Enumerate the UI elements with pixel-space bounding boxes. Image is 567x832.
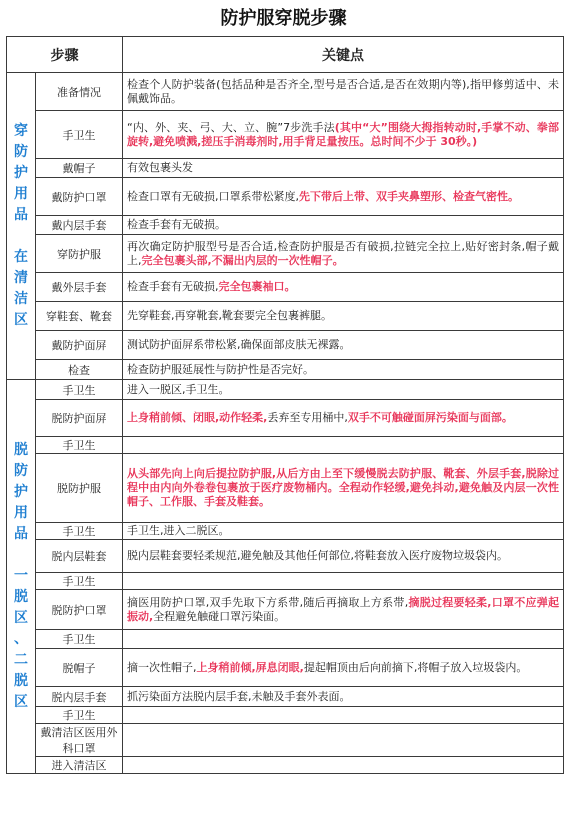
table-row xyxy=(7,573,564,590)
table-row xyxy=(7,540,564,573)
step-name: 穿鞋套、靴套 xyxy=(36,302,123,331)
key-point xyxy=(123,454,564,523)
table-row xyxy=(7,380,564,400)
key-point xyxy=(123,649,564,687)
header-step: 步骤 xyxy=(7,37,123,73)
key-point-highlight: 上身稍前倾,屏息闭眼, xyxy=(196,660,304,674)
section-label-char: 护 xyxy=(14,165,28,181)
step-name: 手卫生 xyxy=(36,573,123,590)
table-row xyxy=(7,724,564,757)
key-point-text: 检查手套有无破损, xyxy=(127,280,219,293)
key-point-text: 再次确定防护服型号是否合适,检查防护服是否有破损,拉链完全拉上,贴好密封条,帽子戴上, xyxy=(127,239,559,267)
key-point xyxy=(123,273,564,302)
key-point-text: 丢弃至专用桶中, xyxy=(267,411,348,424)
page-title: 防护服穿脱步骤 xyxy=(220,8,347,29)
step-name: 戴清洁区医用外科口罩 xyxy=(36,724,123,757)
key-point xyxy=(123,73,564,111)
table-row xyxy=(7,400,564,437)
table-row xyxy=(7,273,564,302)
key-point xyxy=(123,757,564,774)
key-point-text: 先穿鞋套,再穿靴套,靴套要完全包裹裤腿。 xyxy=(127,309,332,322)
key-point xyxy=(123,590,564,630)
table-row xyxy=(7,649,564,687)
key-point-text: 检查个人防护装备(包括品种是否齐全,型号是否合适,是否在效期内等),指甲修剪适中、未佩戴饰品。 xyxy=(127,77,559,105)
section-label-don xyxy=(7,73,36,380)
key-point-highlight: 上身稍前倾、闭眼,动作轻柔, xyxy=(127,411,268,424)
step-name: 脱防护服 xyxy=(36,454,123,523)
section-label-char: 穿 xyxy=(14,123,28,139)
key-point xyxy=(123,331,564,360)
key-point xyxy=(123,523,564,540)
key-point xyxy=(123,437,564,454)
key-point xyxy=(123,707,564,724)
key-point xyxy=(123,235,564,273)
section-label-char: 区 xyxy=(14,312,28,328)
step-name: 手卫生 xyxy=(36,523,123,540)
table-row xyxy=(7,590,564,630)
step-name: 戴内层手套 xyxy=(36,216,123,235)
procedure-table xyxy=(6,36,564,774)
key-point-text: 检查手套有无破损。 xyxy=(127,218,226,231)
key-point xyxy=(123,380,564,400)
key-point xyxy=(123,630,564,649)
key-point xyxy=(123,400,564,437)
key-point xyxy=(123,360,564,380)
table-row xyxy=(7,454,564,523)
key-point xyxy=(123,178,564,216)
section-label-char: 一 xyxy=(14,568,28,584)
section-label-char: 在 xyxy=(14,249,28,265)
table-row xyxy=(7,302,564,331)
section-label-char: 护 xyxy=(14,484,28,500)
header-row xyxy=(7,37,564,73)
step-name: 准备情况 xyxy=(36,73,123,111)
section-label-char: 区 xyxy=(14,610,28,626)
section-label-char: 品 xyxy=(14,207,28,223)
step-name: 戴帽子 xyxy=(36,159,123,178)
step-name: 手卫生 xyxy=(36,630,123,649)
key-point-text: “内、外、夹、弓、大、立、腕”7步洗手法 xyxy=(127,120,335,134)
key-point-text: 提起帽顶由后向前摘下,将帽子放入垃圾袋内。 xyxy=(303,660,528,674)
section-label-char xyxy=(7,545,35,566)
key-point-text: 检查口罩有无破损,口罩系带松紧度, xyxy=(127,189,299,203)
key-point-highlight: 双手不可触碰面屏污染面与面部。 xyxy=(347,411,513,424)
table-row xyxy=(7,73,564,111)
step-name: 进入清洁区 xyxy=(36,757,123,774)
key-point-text: 摘一次性帽子, xyxy=(127,660,197,674)
table-body xyxy=(7,73,564,774)
key-point-highlight: 完全包裹头部,不漏出内层的一次性帽子。 xyxy=(141,253,344,267)
key-point-text: 摘医用防护口罩,双手先取下方系带,随后再摘取上方系带, xyxy=(127,595,409,609)
section-label-char: 清 xyxy=(14,270,28,286)
key-point-text: 进入一脱区,手卫生。 xyxy=(127,382,230,396)
section-label-char: 品 xyxy=(14,526,28,542)
table-row xyxy=(7,707,564,724)
step-name: 穿防护服 xyxy=(36,235,123,273)
table-row xyxy=(7,159,564,178)
section-label-char: 脱 xyxy=(14,442,28,458)
table-row xyxy=(7,331,564,360)
key-point-text: 手卫生,进入二脱区。 xyxy=(127,524,230,537)
section-label-char: 防 xyxy=(14,144,28,160)
table-row xyxy=(7,360,564,380)
key-point xyxy=(123,216,564,235)
table-row xyxy=(7,178,564,216)
key-point xyxy=(123,573,564,590)
step-name: 戴防护面屏 xyxy=(36,331,123,360)
key-point-highlight: 完全包裹袖口。 xyxy=(218,280,296,293)
table-row xyxy=(7,111,564,159)
key-point xyxy=(123,687,564,707)
step-name: 手卫生 xyxy=(36,437,123,454)
section-label-doff xyxy=(7,380,36,774)
table-row xyxy=(7,437,564,454)
table-row xyxy=(7,235,564,273)
key-point-text: 检查防护服延展性与防护性是否完好。 xyxy=(127,362,314,376)
step-name: 手卫生 xyxy=(36,111,123,159)
section-label-char: 脱 xyxy=(14,589,28,605)
step-name: 检查 xyxy=(36,360,123,380)
key-point xyxy=(123,159,564,178)
step-name: 手卫生 xyxy=(36,380,123,400)
step-name: 脱内层手套 xyxy=(36,687,123,707)
section-label-char: 区 xyxy=(14,694,28,710)
step-name: 脱防护面屏 xyxy=(36,400,123,437)
table-row xyxy=(7,687,564,707)
step-name: 脱防护口罩 xyxy=(36,590,123,630)
section-label-char: 二 xyxy=(14,652,28,668)
key-point-text: 抓污染面方法脱内层手套,未触及手套外表面。 xyxy=(127,689,351,703)
section-label-char: 脱 xyxy=(14,673,28,689)
key-point xyxy=(123,111,564,159)
section-label-char: 、 xyxy=(14,631,28,647)
key-point-text: 脱内层鞋套要轻柔规范,避免触及其他任何部位,将鞋套放入医疗废物垃圾袋内。 xyxy=(127,549,508,562)
step-name: 戴外层手套 xyxy=(36,273,123,302)
table-row xyxy=(7,523,564,540)
key-point xyxy=(123,540,564,573)
section-label-char: 防 xyxy=(14,463,28,479)
key-point-highlight: (其中“大”围绕大拇指转动时,手掌不动、拳部旋转,避免喷溅,搓压手消毒剂时,用手背足量按压。总时间不少于 30秒。) xyxy=(127,120,559,148)
table-row xyxy=(7,757,564,774)
step-name: 脱内层鞋套 xyxy=(36,540,123,573)
step-name: 脱帽子 xyxy=(36,649,123,687)
key-point-highlight: 摘脱过程要轻柔,口罩不应弹起振动, xyxy=(127,595,559,623)
table-row xyxy=(7,216,564,235)
section-label-char: 用 xyxy=(14,186,28,202)
key-point xyxy=(123,724,564,757)
header-key-points: 关键点 xyxy=(123,37,564,73)
step-name: 手卫生 xyxy=(36,707,123,724)
key-point-text: 测试防护面屏系带松紧,确保面部皮肤无裸露。 xyxy=(127,338,351,351)
key-point-text: 全程避免触碰口罩污染面。 xyxy=(153,609,286,623)
section-label-char: 洁 xyxy=(14,291,28,307)
key-point xyxy=(123,302,564,331)
step-name: 戴防护口罩 xyxy=(36,178,123,216)
key-point-text: 有效包裹头发 xyxy=(127,161,193,174)
key-point-highlight: 先下带后上带、双手夹鼻塑形、检查气密性。 xyxy=(299,189,519,203)
section-label-char xyxy=(7,226,35,247)
section-label-char: 用 xyxy=(14,505,28,521)
key-point-highlight: 从头部先向上向后提拉防护服,从后方由上至下缓慢脱去防护服、靴套、外层手套,脱除过程中由内向外卷卷包裹放于医疗废物桶内。全程动作轻缓,避免抖动,避免触及内层一次性帽子、工作服、手套及鞋套。 xyxy=(127,467,559,508)
table-row xyxy=(7,630,564,649)
